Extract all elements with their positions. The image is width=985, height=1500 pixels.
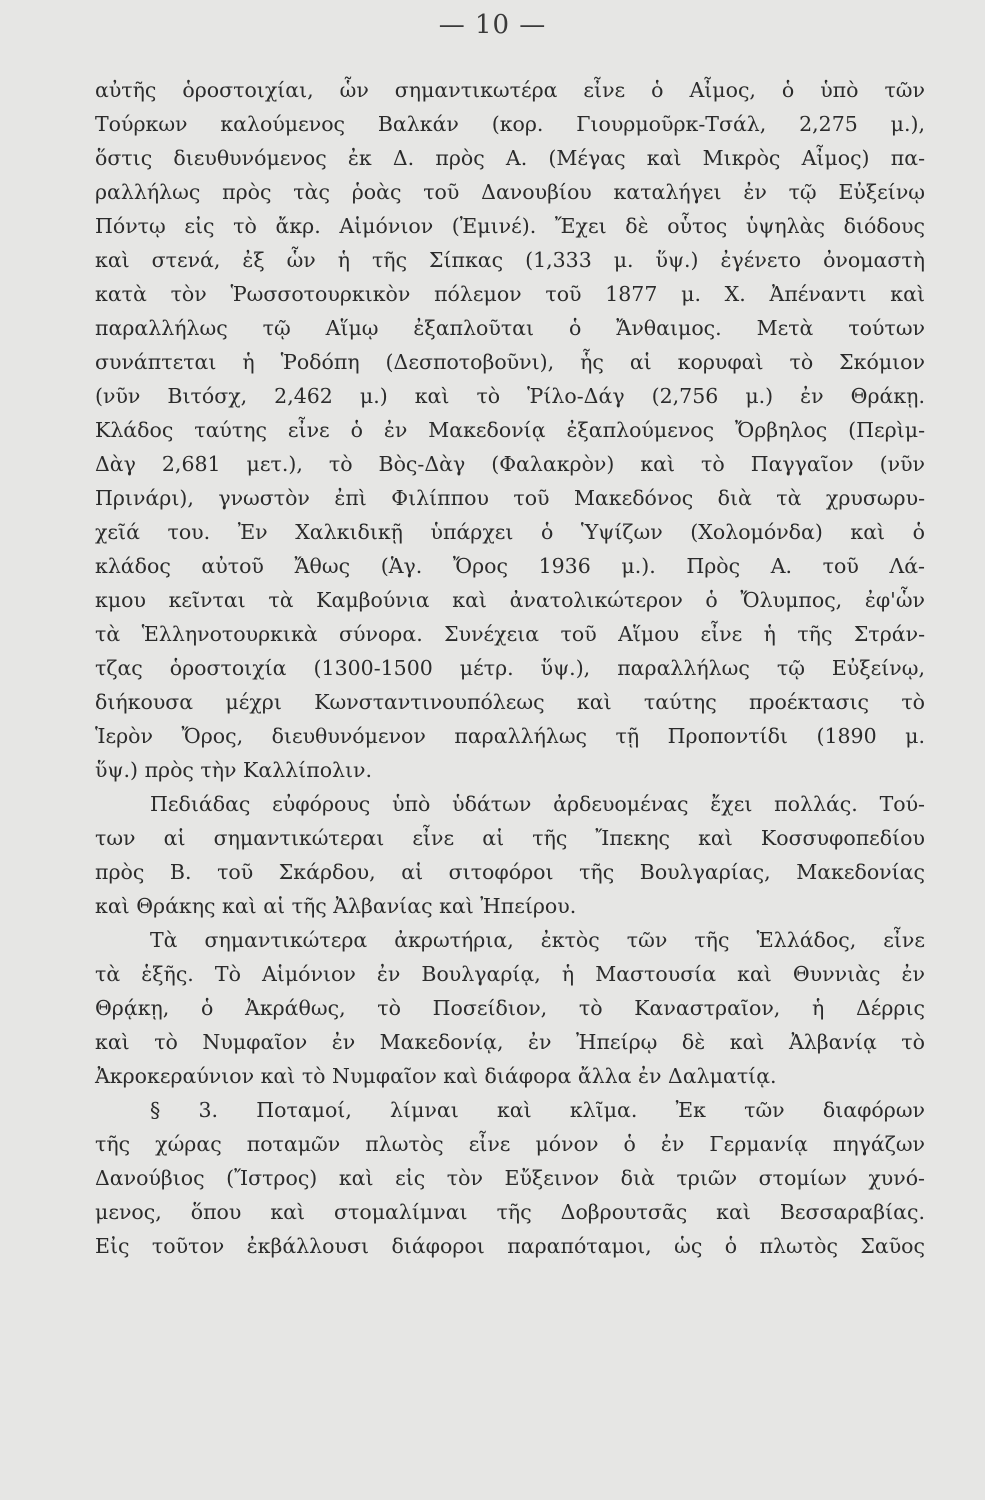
text-line: παραλλήλως τῷ Αἵμῳ ἐξαπλοῦται ὁ Ἄνθαιμος. Μετὰ τούτων bbox=[95, 316, 925, 340]
text-line: καὶ στενά, ἐξ ὧν ἡ τῆς Σίπκας (1,333 μ. ὕψ.) ἐγένετο ὀνομαστὴ bbox=[95, 248, 925, 272]
text-line: καὶ τὸ Νυμφαῖον ἐν Μακεδονίᾳ, ἐν Ἠπείρῳ δὲ καὶ Ἀλβανίᾳ τὸ bbox=[95, 1030, 925, 1054]
text-line: τὰ ἑξῆς. Τὸ Αἱμόνιον ἐν Βουλγαρίᾳ, ἡ Μαστουσία καὶ Θυννιὰς ἐν bbox=[95, 962, 925, 986]
text-line: χεῖά του. Ἐν Χαλκιδικῇ ὑπάρχει ὁ Ὑψίζων (Χολομόνδα) καὶ ὁ bbox=[95, 520, 925, 544]
text-line: Ἀκροκεραύνιον καὶ τὸ Νυμφαῖον καὶ διάφορα ἄλλα ἐν Δαλματίᾳ. bbox=[95, 1064, 777, 1088]
text-line: Ἱερὸν Ὄρος, διευθυνόμενον παραλλήλως τῇ Προποντίδι (1890 μ. bbox=[95, 724, 925, 748]
text-line: τὰ Ἑλληνοτουρκικὰ σύνορα. Συνέχεια τοῦ Αἵμου εἶνε ἡ τῆς Στράν- bbox=[95, 622, 925, 646]
page-number: — 10 — bbox=[438, 10, 547, 40]
text-line: κμου κεῖνται τὰ Καμβούνια καὶ ἀνατολικώτερον ὁ Ὄλυμπος, ἐφ'ὧν bbox=[95, 588, 925, 612]
text-line: των αἱ σημαντικώτεραι εἶνε αἱ τῆς Ἴπεκης καὶ Κοσσυφοπεδίου bbox=[95, 826, 925, 850]
text-line: Πόντῳ εἰς τὸ ἄκρ. Αἱμόνιον (Ἐμινέ). Ἔχει δὲ οὗτος ὑψηλὰς διόδους bbox=[95, 214, 925, 238]
text-line: κλάδος αὐτοῦ Ἄθως (Ἁγ. Ὄρος 1936 μ.). Πρὸς Α. τοῦ Λά- bbox=[95, 554, 925, 578]
body-text bbox=[95, 73, 925, 1263]
text-line: ραλλήλως πρὸς τὰς ῥοὰς τοῦ Δανουβίου καταλήγει ἐν τῷ Εὐξείνῳ bbox=[95, 180, 925, 204]
text-line: πρὸς Β. τοῦ Σκάρδου, αἱ σιτοφόροι τῆς Βουλγαρίας, Μακεδονίας bbox=[95, 860, 925, 884]
text-line: (νῦν Βιτόσχ, 2,462 μ.) καὶ τὸ Ῥίλο-Δάγ (2,756 μ.) ἐν Θράκῃ. bbox=[95, 384, 925, 408]
text-line: Πρινάρι), γνωστὸν ἐπὶ Φιλίππου τοῦ Μακεδόνος διὰ τὰ χρυσωρυ- bbox=[95, 486, 925, 510]
text-line: μενος, ὅπου καὶ στομαλίμναι τῆς Δοβρουτσᾶς καὶ Βεσσαραβίας. bbox=[95, 1200, 925, 1224]
text-line: Τὰ σημαντικώτερα ἀκρωτήρια, ἐκτὸς τῶν τῆς Ἑλλάδος, εἶνε bbox=[150, 928, 925, 952]
text-line: καὶ Θράκης καὶ αἱ τῆς Ἀλβανίας καὶ Ἠπείρου. bbox=[95, 894, 577, 918]
text-line: Εἰς τοῦτον ἐκβάλλουσι διάφοροι παραπόταμοι, ὡς ὁ πλωτὸς Σαῦος bbox=[95, 1234, 925, 1258]
text-line: ὕψ.) πρὸς τὴν Καλλίπολιν. bbox=[95, 758, 373, 782]
text-line: τῆς χώρας ποταμῶν πλωτὸς εἶνε μόνον ὁ ἐν Γερμανίᾳ πηγάζων bbox=[95, 1132, 925, 1156]
text-line: συνάπτεται ἡ Ῥοδόπη (Δεσποτοβοῦνι), ἧς αἱ κορυφαὶ τὸ Σκόμιον bbox=[95, 350, 925, 374]
text-line: ὅστις διευθυνόμενος ἐκ Δ. πρὸς Α. (Μέγας καὶ Μικρὸς Αἶμος) πα- bbox=[95, 146, 925, 170]
text-line: κατὰ τὸν Ῥωσσοτουρκικὸν πόλεμον τοῦ 1877 μ. Χ. Ἀπέναντι καὶ bbox=[95, 282, 925, 306]
text-line: Τούρκων καλούμενος Βαλκάν (κορ. Γιουρμοῦρκ-Τσάλ, 2,275 μ.), bbox=[95, 112, 925, 136]
text-line: § 3. Ποταμοί, λίμναι καὶ κλῖμα. Ἐκ τῶν διαφόρων bbox=[150, 1098, 925, 1122]
text-line: τζας ὁροστοιχία (1300-1500 μέτρ. ὕψ.), παραλλήλως τῷ Εὐξείνῳ, bbox=[95, 656, 925, 680]
text-line: Θρᾴκῃ, ὁ Ἀκράθως, τὸ Ποσείδιον, τὸ Καναστραῖον, ἡ Δέρρις bbox=[95, 996, 925, 1020]
text-line: Δανούβιος (Ἴστρος) καὶ εἰς τὸν Εὔξεινον διὰ τριῶν στομίων χυνό- bbox=[95, 1166, 925, 1190]
text-line: διήκουσα μέχρι Κωνσταντινουπόλεως καὶ ταύτης προέκτασις τὸ bbox=[95, 690, 925, 714]
text-line: Πεδιάδας εὐφόρους ὑπὸ ὑδάτων ἀρδευομένας ἔχει πολλάς. Τού- bbox=[150, 792, 925, 816]
text-line: Δὰγ 2,681 μετ.), τὸ Βὸς-Δὰγ (Φαλακρὸν) καὶ τὸ Παγγαῖον (νῦν bbox=[95, 452, 925, 476]
text-line: αὐτῆς ὁροστοιχίαι, ὧν σημαντικωτέρα εἶνε ὁ Αἶμος, ὁ ὑπὸ τῶν bbox=[95, 78, 925, 102]
text-line: Κλάδος ταύτης εἶνε ὁ ἐν Μακεδονίᾳ ἐξαπλούμενος Ὄρβηλος (Περὶμ- bbox=[95, 418, 925, 442]
